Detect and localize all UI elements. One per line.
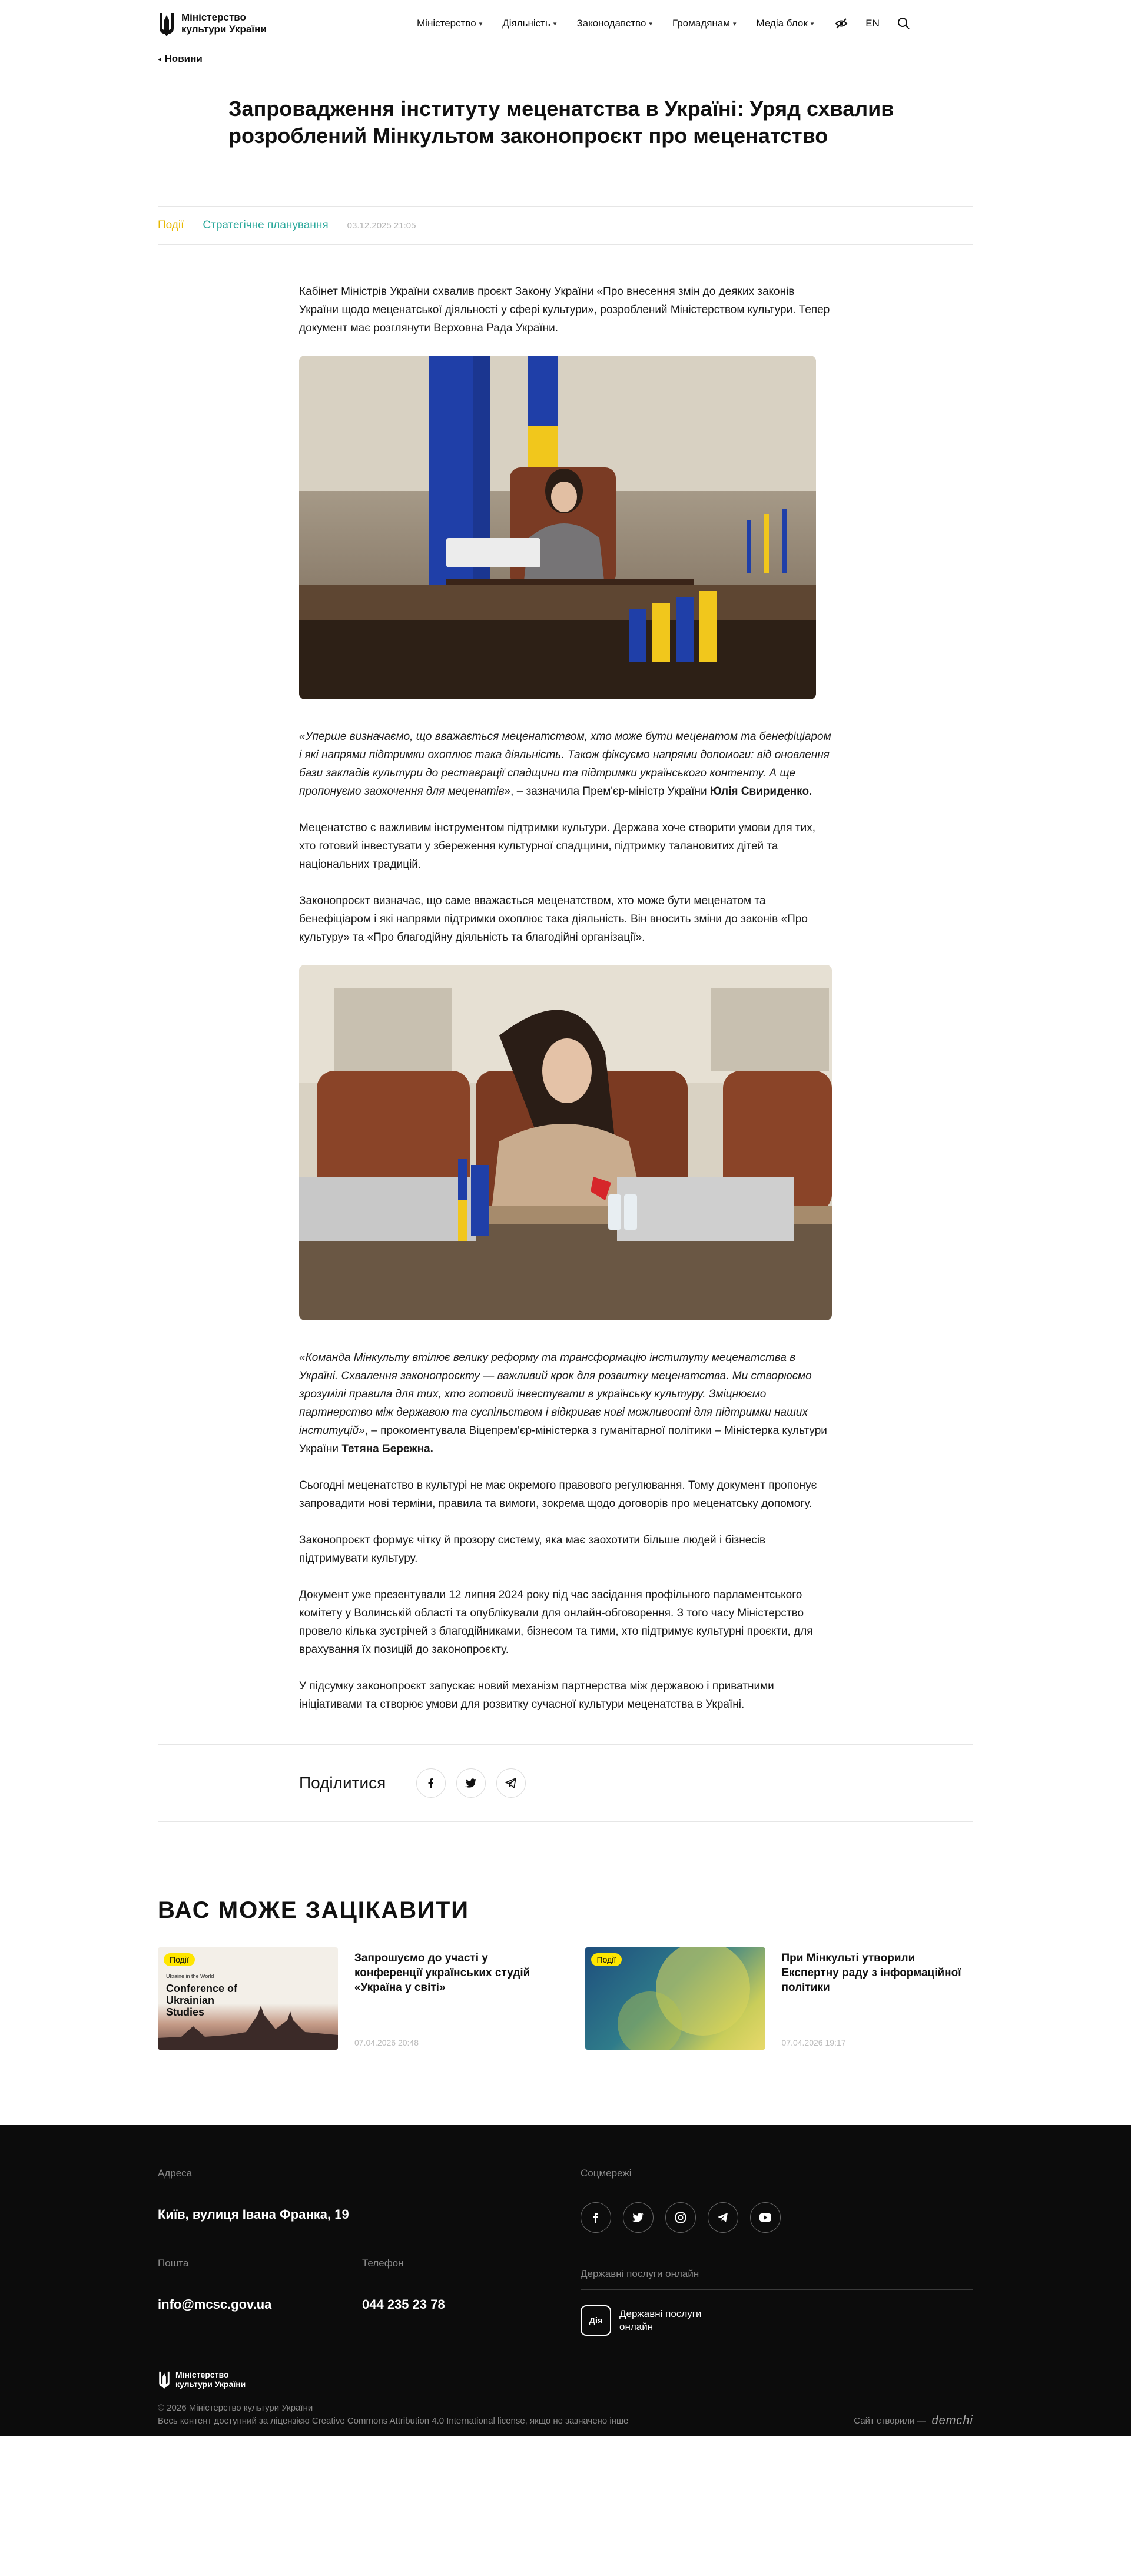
twitter-icon[interactable] [623,2202,654,2233]
diia-block [581,2268,973,2336]
paragraph: Законопроєкт формує чітку й прозору систему, яка має заохотити більше людей і бізнесів підтримувати культуру. [299,1534,766,1565]
site-logo[interactable] [158,11,293,36]
quote-paragraph: «Команда Мінкульту втілює велику реформу та трансформацію інституту меценатства в Україні. Схвалення законопроєкту — важливий крок для розвитку меценатства. Ми створюємо зрозумілі правила для тих, хто готовий інвестувати в українську культуру. Зміцнюємо партнерство між державою та суспільством і відкриває нові можливості для підтримки наших інституцій», – прокоментувала Віцепрем'єр-міністерка з гуманітарної політики – Міністерка культури України Тетяна Бережна. [299,1352,827,1455]
card-badge: Події [591,1953,622,1966]
nav-citizens[interactable]: Громадянам ▾ [672,18,737,29]
card-image [585,1947,765,2050]
accessibility-icon[interactable] [834,16,849,31]
footer-legal [158,2370,628,2428]
chevron-down-icon: ▾ [810,20,814,28]
share-bar [158,1744,973,1822]
mail-block [158,2258,347,2312]
phone-label: Телефон [362,2258,551,2279]
facebook-icon[interactable] [416,1768,446,1798]
mail-label: Пошта [158,2258,347,2279]
footer-logo-text: Міністерство культури України [175,2370,246,2389]
related-section-title: ВАС МОЖЕ ЗАЦІКАВИТИ [158,1897,470,1923]
language-switch[interactable]: EN [865,18,880,29]
article-body [299,283,832,1714]
credit-logo: demchi [931,2414,973,2427]
youtube-icon[interactable] [750,2202,781,2233]
telegram-icon[interactable] [708,2202,738,2233]
site-credit[interactable]: Сайт створили — demchi [854,2414,973,2427]
card-date: 07.04.2026 19:17 [781,2038,846,2047]
main-nav [417,18,814,29]
paragraph: Документ уже презентували 12 липня 2024 року під час засідання профільного парламентського комітету у Волинській області та опублікували для онлайн-обговорення. З того часу Міністерство провело кілька зустрічей з благодійниками, бізнесом та тими, хто підтримує культурні проєкти, для врахування їх позицій до законопроєкту. [299,1589,813,1656]
nav-legislation[interactable]: Законодавство ▾ [576,18,652,29]
quote-paragraph: «Уперше визначаємо, що вважається меценатством, хто може бути меценатом та бенефіціаром і які напрями підтримки охоплює така діяльність. Також фіксуємо напрями допомоги: від оновлення бази закладів культури до реставрації спадщини та підтримки українського контенту. А ще пропонуємо заохочення для меценатів», – зазначила Прем'єр-міністр України Юлія Свириденко. [299,731,831,798]
paragraph: Сьогодні меценатство в культурі не має окремого правового регулювання. Тому документ пропонує запровадити нові терміни, правила та вимоги, зокрема щодо договорів про меценатську допомогу. [299,1479,817,1510]
card-image-caption-small: Ukraine in the World [166,1973,214,1979]
card-image-caption: Conference of Ukrainian Studies [166,1983,238,2018]
share-icons [416,1768,526,1798]
chevron-left-icon: ◂ [158,55,161,63]
instagram-icon[interactable] [665,2202,696,2233]
address-label: Адреса [158,2167,551,2189]
article-photo-1 [299,356,816,699]
nav-ministry[interactable]: Міністерство ▾ [417,18,483,29]
tag-events[interactable]: Події [158,219,184,231]
card-title: Запрошуємо до участі у конференції українських студій «Україна у світі» [354,1952,530,1994]
tag-strategic-planning[interactable]: Стратегічне планування [203,219,329,231]
paragraph: Кабінет Міністрів України схвалив проєкт Закону України «Про внесення змін до деяких законів України щодо меценатської діяльності у сфері культури», розроблений Міністерством культури. Тепер документ має розглянути Верховна Рада України. [299,286,830,334]
footer-grid [158,2167,973,2336]
copyright: © 2026 Міністерство культури України Весь контент доступний за ліцензією Creative Commons Attribution 4.0 International license, якщо не зазначено інше [158,2402,628,2428]
related-card[interactable] [585,1947,974,2050]
facebook-icon[interactable] [581,2202,611,2233]
diia-icon: Дія [581,2305,611,2336]
breadcrumb[interactable]: ◂ Новини [158,53,203,64]
trident-icon [158,2370,171,2389]
phone-link[interactable]: 044 235 23 78 [362,2297,445,2312]
diia-label: Державні послуги онлайн [581,2268,973,2290]
twitter-icon[interactable] [456,1768,486,1798]
mail-link[interactable]: info@mcsc.gov.ua [158,2297,272,2312]
page-title: Запровадження інституту меценатства в Україні: Уряд схвалив розроблений Мінкультом законопроєкт про меценатство [228,97,894,148]
footer-logo[interactable] [158,2370,628,2389]
publish-date: 03.12.2025 21:05 [347,220,416,231]
nav-activity[interactable]: Діяльність ▾ [502,18,557,29]
site-header [158,0,973,47]
logo-text: Міністерство культури України [181,12,267,35]
related-card[interactable] [158,1947,546,2050]
chevron-down-icon: ▾ [553,20,557,28]
card-badge: Події [164,1953,195,1966]
card-date: 07.04.2026 20:48 [354,2038,419,2047]
card-image [158,1947,338,2050]
trident-icon [158,11,175,36]
contact-row [158,2258,551,2312]
paragraph: Законопроєкт визначає, що саме вважається меценатством, хто може бути меценатом та бенефіціаром і які напрями підтримки охоплює така діяльність. Він вносить зміни до законів «Про культуру» та «Про благодійну діяльність та благодійні організації». [299,895,808,944]
paragraph: Меценатство є важливим інструментом підтримки культури. Держава хоче створити умови для тих, хто готовий інвестувати у збереження культурної спадщини, підтримку талановитих дітей та національних традицій. [299,822,815,871]
card-body [782,1947,974,2050]
chevron-down-icon: ▾ [479,20,483,28]
header-tools [834,16,911,31]
article-photo-2 [299,965,832,1320]
nav-media[interactable]: Медіа блок ▾ [756,18,814,29]
paragraph: У підсумку законопроєкт запускає новий механізм партнерства між державою і приватними ініціативами та створює умови для розвитку сучасної культури меценатства в Україні. [299,1680,774,1711]
social-label: Соцмережі [581,2167,973,2189]
card-body [354,1947,546,2050]
telegram-icon[interactable] [496,1768,526,1798]
article-meta [158,206,973,245]
address-value: Київ, вулиця Івана Франка, 19 [158,2207,349,2222]
chevron-down-icon: ▾ [732,20,737,28]
footer-bottom [158,2370,973,2428]
footer-right [581,2167,973,2336]
diia-link[interactable] [581,2305,973,2336]
footer-social [581,2202,973,2233]
license-text: Весь контент доступний за ліцензією Creative Commons Attribution 4.0 International license, якщо не зазначено інше [158,2416,629,2426]
footer-left [158,2167,551,2336]
diia-text: Державні послуги онлайн [619,2308,702,2332]
search-icon[interactable] [896,16,911,31]
related-cards [158,1947,973,2050]
card-title: При Мінкульті утворили Експертну раду з інформаційної політики [781,1952,961,1994]
share-label: Поділитися [299,1774,386,1792]
site-footer [0,2125,1131,2436]
chevron-down-icon: ▾ [649,20,652,28]
phone-block [362,2258,551,2312]
